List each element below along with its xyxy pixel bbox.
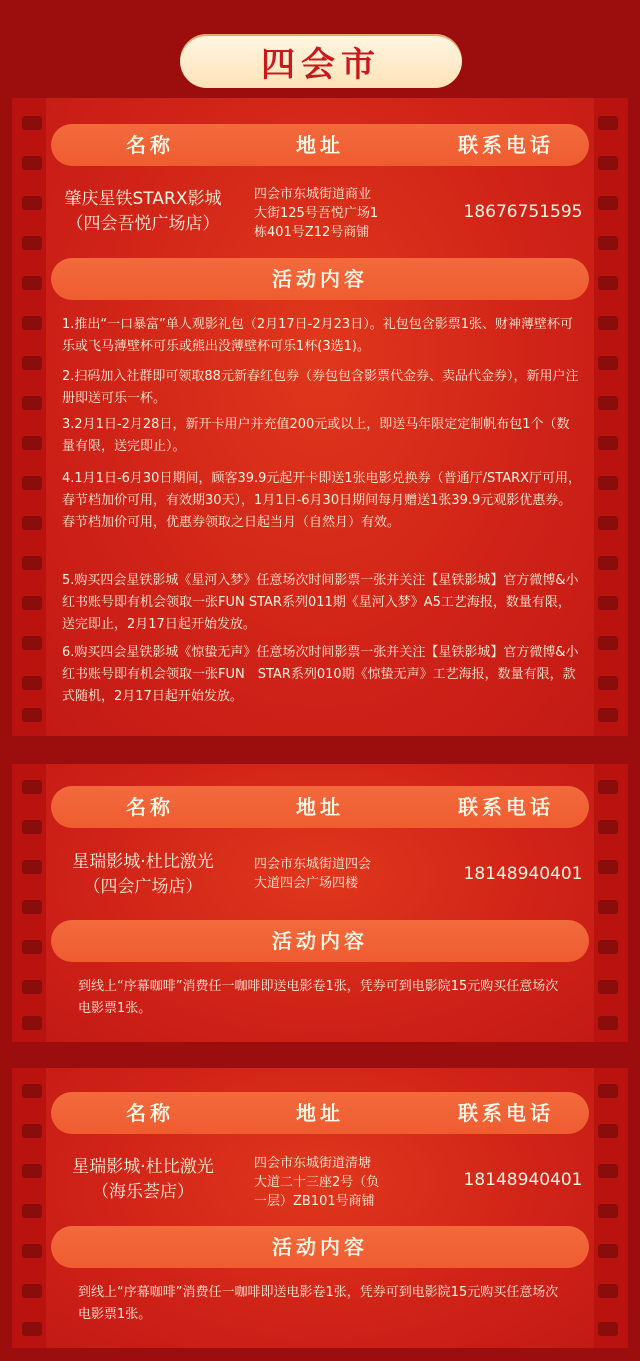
cinema-address: 四会市东城街道四会 大道四会广场四楼 bbox=[254, 857, 372, 891]
card-2-activity-header bbox=[51, 920, 589, 962]
cinema-name: 肇庆星铁STARX影城 （四会吾悦广场店） bbox=[64, 189, 222, 234]
card-2-table-header bbox=[51, 786, 589, 828]
activity-item-1: 到线上“序幕咖啡”消费任一咖啡即送电影卷1张，凭券可到电影院15元购买任意场次电影票1张。 bbox=[78, 979, 559, 1016]
activity-item-3: 3.2月1日-2月28日，新开卡用户并充值200元或以上，即送马年限定定制帆布包1个（数量有限，送完即止）。 bbox=[62, 417, 570, 454]
activity-item-1: 到线上“序幕咖啡”消费任一咖啡即送电影卷1张，凭券可到电影院15元购买任意场次电影票1张。 bbox=[78, 1285, 559, 1322]
name-column-header: 名称 bbox=[126, 133, 174, 157]
cinema-name: 星瑞影城·杜比激光 （海乐荟店） bbox=[72, 1157, 214, 1202]
activity-title: 活动内容 bbox=[272, 1235, 368, 1259]
activity-title: 活动内容 bbox=[272, 929, 368, 953]
name-column-header: 名称 bbox=[126, 1101, 174, 1125]
activity-item-1: 1.推出“一口暴富”单人观影礼包（2月17日-2月23日）。礼包包含影票1张、财神薄壁杯可乐或飞马薄壁杯可乐或熊出没薄壁杯可乐1杯(3选1)。 bbox=[62, 317, 573, 354]
activity-item-4: 4.1月1日-6月30日期间，顾客39.9元起开卡即送1张电影兑换券（普通厅/STARX厅可用，春节档加价可用，有效期30天），1月1日-6月30日期间每月赠送1张39.9元观影优惠券。春节档加价可用，优惠券领取之日起当月（自然月）有效。 bbox=[62, 471, 582, 530]
cinema-address: 四会市东城街道商业 大街125号吾悦广场1 栋401号Z12号商铺 bbox=[254, 187, 379, 240]
phone-column-header: 联系电话 bbox=[458, 1101, 554, 1125]
cinema-name: 星瑞影城·杜比激光 （四会广场店） bbox=[72, 852, 214, 897]
address-column-header: 地址 bbox=[296, 1101, 344, 1125]
name-column-header: 名称 bbox=[126, 795, 174, 819]
card-1-table-header bbox=[51, 124, 589, 166]
cinema-phone: 18148940401 bbox=[463, 864, 583, 884]
address-column-header: 地址 bbox=[296, 133, 344, 157]
card-3-activity-header bbox=[51, 1226, 589, 1268]
card-1-activity-header bbox=[51, 258, 589, 300]
cinema-phone: 18676751595 bbox=[463, 202, 583, 222]
cinema-address: 四会市东城街道清塘 大道二十三座2号（负 一层）ZB101号商铺 bbox=[254, 1156, 380, 1209]
activity-item-2: 2.扫码加入社群即可领取88元新春红包券（券包包含影票代金券、卖品代金券），新用户注册即送可乐一杯。 bbox=[62, 369, 579, 406]
activity-title: 活动内容 bbox=[272, 267, 368, 291]
phone-column-header: 联系电话 bbox=[458, 795, 554, 819]
phone-column-header: 联系电话 bbox=[458, 133, 554, 157]
address-column-header: 地址 bbox=[296, 795, 344, 819]
activity-item-5: 5.购买四会星铁影城《星河入梦》任意场次时间影票一张并关注【星铁影城】官方微博&小红书账号即有机会领取一张FUN STAR系列011期《星河入梦》A5工艺海报，数量有限，送完即止，2月17日起开始发放。 bbox=[62, 573, 579, 632]
card-3-table-header bbox=[51, 1092, 589, 1134]
activity-item-6: 6.购买四会星铁影城《惊蛰无声》任意场次时间影票一张并关注【星铁影城】官方微博&小红书账号即有机会领取一张FUN STAR系列010期《惊蛰无声》工艺海报，数量有限，款式随机，2月17日起开始发放。 bbox=[62, 645, 579, 704]
city-title: 四会市 bbox=[180, 34, 462, 88]
cinema-phone: 18148940401 bbox=[463, 1170, 583, 1190]
